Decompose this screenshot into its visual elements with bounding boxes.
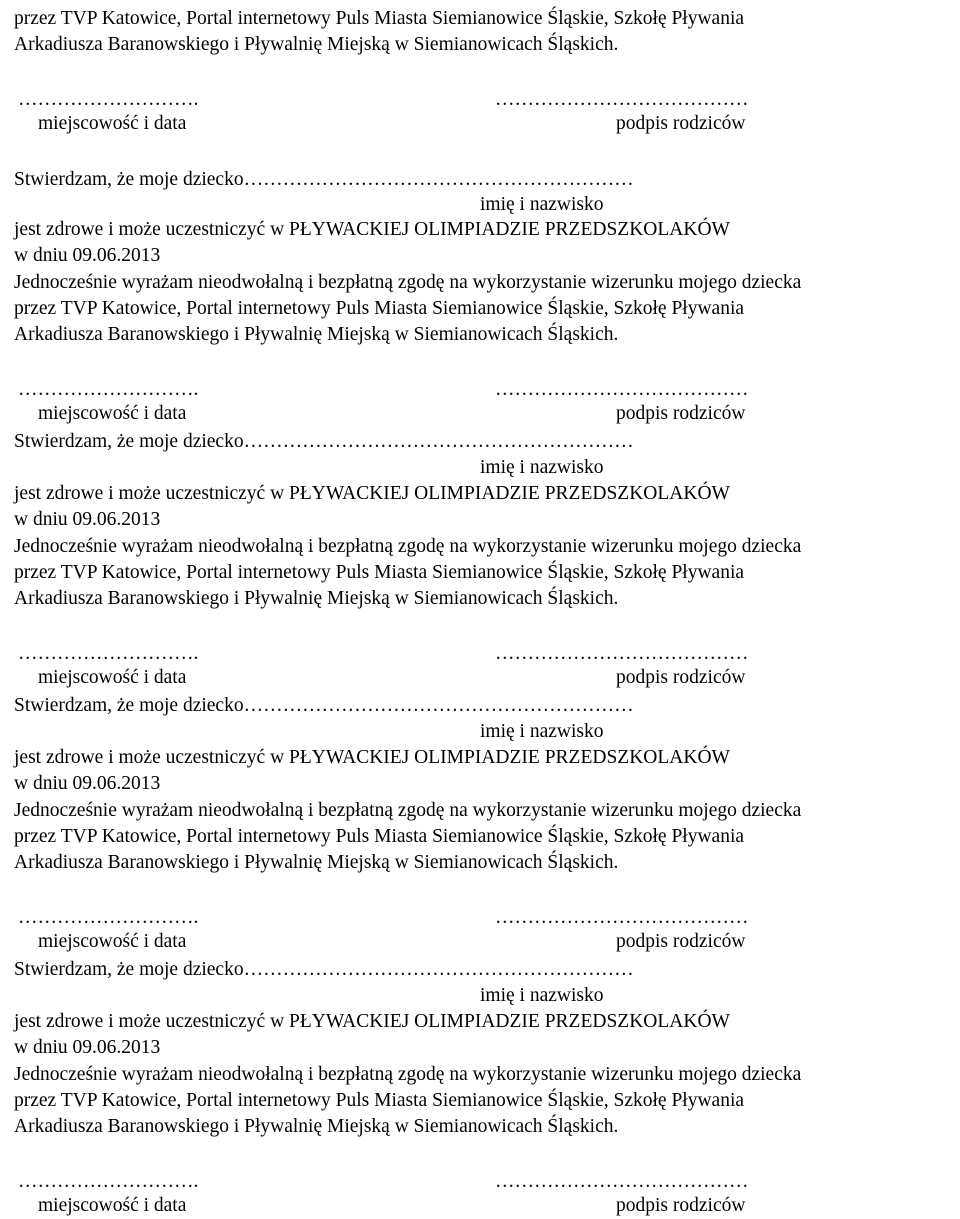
signature-dots: ………………………………… (495, 643, 749, 664)
health-line: jest zdrowe i może uczestniczyć w PŁYWACKIEJ OLIMPIADZIE PRZEDSZKOLAKÓW (14, 747, 730, 768)
child-name-label: imię i nazwisko (480, 194, 604, 215)
place-date-label: miejscowość i data (38, 403, 187, 424)
child-name-label: imię i nazwisko (480, 721, 604, 742)
consent-line-3: Arkadiusza Baranowskiego i Pływalnię Miejską w Siemianowicach Śląskich. (14, 588, 619, 609)
consent-line-2: przez TVP Katowice, Portal internetowy Puls Miasta Siemianowice Śląskie, Szkołę Pływania (14, 1090, 745, 1111)
event-date-line: w dniu 09.06.2013 (14, 509, 161, 530)
parent-signature-label: podpis rodziców (616, 931, 746, 952)
parent-signature-label: podpis rodziców (616, 403, 746, 424)
consent-line-1: Jednocześnie wyrażam nieodwołalną i bezpłatną zgodę na wykorzystanie wizerunku mojego dziecka (14, 1064, 802, 1085)
consent-line-3: Arkadiusza Baranowskiego i Pływalnię Miejską w Siemianowicach Śląskich. (14, 852, 619, 873)
parent-signature-label: podpis rodziców (616, 667, 746, 688)
parent-signature-label: podpis rodziców (616, 113, 746, 134)
health-line: jest zdrowe i może uczestniczyć w PŁYWACKIEJ OLIMPIADZIE PRZEDSZKOLAKÓW (14, 1011, 730, 1032)
place-date-label: miejscowość i data (38, 113, 187, 134)
consent-line-3: Arkadiusza Baranowskiego i Pływalnię Miejską w Siemianowicach Śląskich. (14, 324, 619, 345)
place-date-dots: ………………………. (18, 643, 199, 664)
place-date-label: miejscowość i data (38, 1195, 187, 1216)
event-date-line: w dniu 09.06.2013 (14, 1037, 161, 1058)
place-date-dots: ………………………. (18, 89, 199, 110)
signature-dots: ………………………………… (495, 379, 749, 400)
place-date-dots: ………………………. (18, 907, 199, 928)
place-date-label: miejscowość i data (38, 931, 187, 952)
consent-line-2: przez TVP Katowice, Portal internetowy Puls Miasta Siemianowice Śląskie, Szkołę Pływania (14, 826, 745, 847)
child-name-label: imię i nazwisko (480, 985, 604, 1006)
signature-dots: ………………………………… (495, 1171, 749, 1192)
consent-line-2: przez TVP Katowice, Portal internetowy Puls Miasta Siemianowice Śląskie, Szkołę Pływania (14, 298, 745, 319)
consent-line-3: Arkadiusza Baranowskiego i Pływalnię Miejską w Siemianowicach Śląskich. (14, 1116, 619, 1137)
consent-line-3: Arkadiusza Baranowskiego i Pływalnię Miejską w Siemianowicach Śląskich. (14, 34, 619, 55)
statement-line: Stwierdzam, że moje dziecko…………………………………………………… (14, 169, 634, 190)
place-date-label: miejscowość i data (38, 667, 187, 688)
health-line: jest zdrowe i może uczestniczyć w PŁYWACKIEJ OLIMPIADZIE PRZEDSZKOLAKÓW (14, 483, 730, 504)
event-date-line: w dniu 09.06.2013 (14, 773, 161, 794)
signature-dots: ………………………………… (495, 907, 749, 928)
statement-line: Stwierdzam, że moje dziecko…………………………………………………… (14, 695, 634, 716)
statement-line: Stwierdzam, że moje dziecko…………………………………………………… (14, 959, 634, 980)
consent-line-2: przez TVP Katowice, Portal internetowy Puls Miasta Siemianowice Śląskie, Szkołę Pływania (14, 562, 745, 583)
health-line: jest zdrowe i może uczestniczyć w PŁYWACKIEJ OLIMPIADZIE PRZEDSZKOLAKÓW (14, 219, 730, 240)
signature-dots: ………………………………… (495, 89, 749, 110)
consent-line-1: Jednocześnie wyrażam nieodwołalną i bezpłatną zgodę na wykorzystanie wizerunku mojego dziecka (14, 536, 802, 557)
consent-line-1: Jednocześnie wyrażam nieodwołalną i bezpłatną zgodę na wykorzystanie wizerunku mojego dziecka (14, 272, 802, 293)
place-date-dots: ………………………. (18, 379, 199, 400)
parent-signature-label: podpis rodziców (616, 1195, 746, 1216)
place-date-dots: ………………………. (18, 1171, 199, 1192)
statement-line: Stwierdzam, że moje dziecko…………………………………………………… (14, 431, 634, 452)
consent-line-2: przez TVP Katowice, Portal internetowy Puls Miasta Siemianowice Śląskie, Szkołę Pływania (14, 8, 745, 29)
event-date-line: w dniu 09.06.2013 (14, 245, 161, 266)
child-name-label: imię i nazwisko (480, 457, 604, 478)
consent-line-1: Jednocześnie wyrażam nieodwołalną i bezpłatną zgodę na wykorzystanie wizerunku mojego dziecka (14, 800, 802, 821)
